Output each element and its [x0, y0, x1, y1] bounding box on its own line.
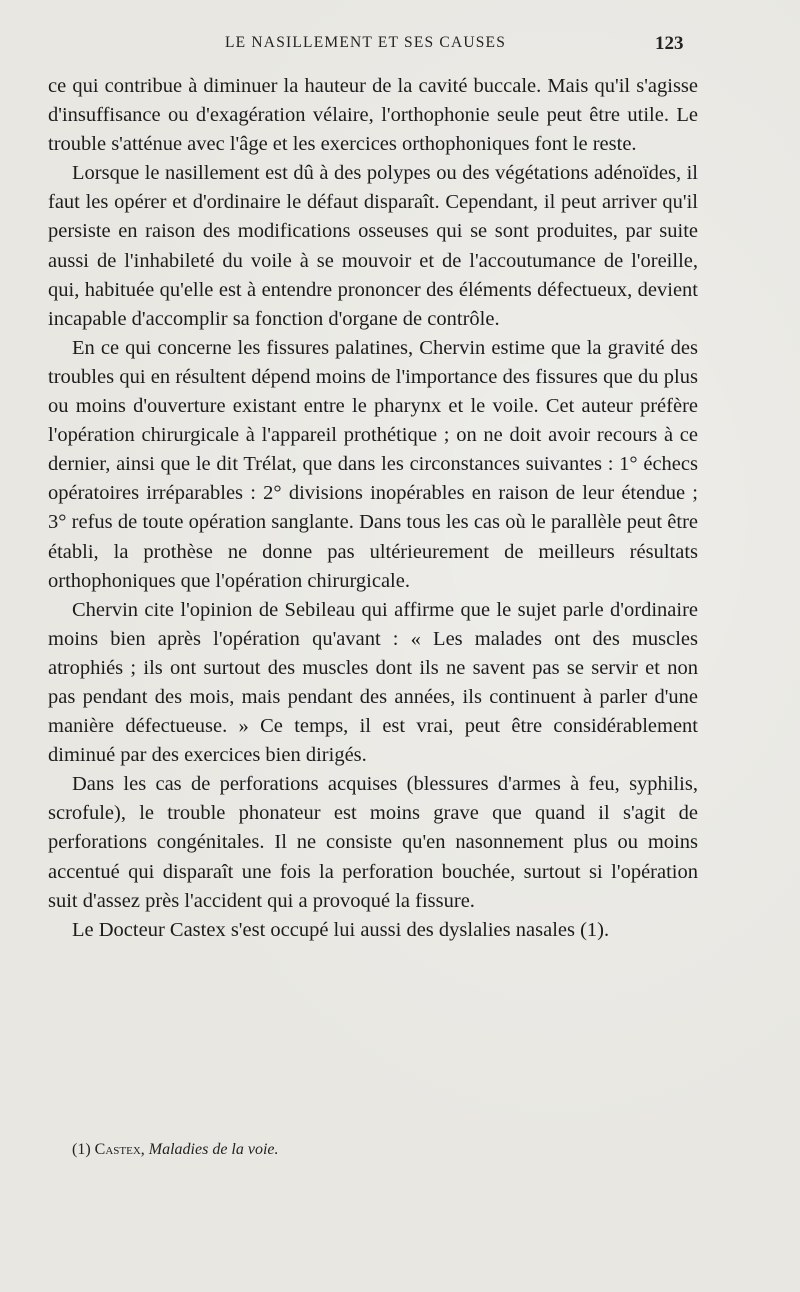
running-head: LE NASILLEMENT ET SES CAUSES — [225, 34, 507, 51]
footnote — [72, 1141, 279, 1159]
page-number: 123 — [655, 33, 684, 54]
paragraph-continuation: ce qui contribue à diminuer la hauteur de la cavité buccale. Mais qu'il s'agisse d'insuffisance ou d'exagération vélaire, l'orthophonie seule peut être utile. Le trouble s'atténue avec l'âge et les exercices orthophoniques font le reste. — [48, 75, 698, 156]
footnote-author: Castex, — [94, 1141, 145, 1158]
paragraph-fissures-palatines: En ce qui concerne les fissures palatines, Chervin estime que la gravité des troubles qui en résultent dépend moins de l'importance des fissures que du plus ou moins d'ouverture existant entre le pharynx et le voile. Cet auteur préfère l'opération chirurgicale à l'appareil prothétique ; on ne doit avoir recours à ce dernier, ainsi que le dit Trélat, que dans les circonstances suivantes : 1° échecs opératoires irréparables : 2° divisions inopérables en raison de leur étendue ; 3° refus de toute opération sanglante. Dans tous les cas où le parallèle peut être établi, la prothèse ne donne pas ultérieurement de meilleurs résultats orthophoniques que l'opération chirurgicale. — [48, 336, 698, 592]
paragraph-polypes: Lorsque le nasillement est dû à des polypes ou des végétations adénoïdes, il faut les opérer et d'ordinaire le défaut disparaît. Cependant, il peut arriver qu'il persiste en raison des modifications osseuses qui se sont produites, par suite aussi de l'inhabileté du voile à se mouvoir et de l'accoutumance de l'oreille, qui, habituée qu'elle est à entendre prononcer des éléments défectueux, devient incapable d'accomplir sa fonction d'organe de contrôle. — [48, 162, 698, 330]
body-text — [48, 72, 698, 945]
paragraph-castex: Le Docteur Castex s'est occupé lui aussi des dyslalies nasales (1). — [72, 918, 610, 941]
paragraph-perforations: Dans les cas de perforations acquises (blessures d'armes à feu, syphilis, scrofule), le trouble phonateur est moins grave que quand il s'agit de perforations congénitales. Il ne consiste qu'en nasonnement plus ou moins accentué qui disparaît une fois la perforation bouchée, surtout si l'opération suit d'assez près l'accident qui a provoqué la fissure. — [48, 773, 698, 912]
paragraph-sebileau: Chervin cite l'opinion de Sebileau qui affirme que le sujet parle d'ordinaire moins bien après l'opération qu'avant : « Les malades ont des muscles atrophiés ; ils ont surtout des muscles dont ils ne savent pas se servir et non pas pendant des mois, mais pendant des années, ils continuent à parler d'une manière défectueuse. » Ce temps, il est vrai, peut être considérablement diminué par des exercices bien dirigés. — [48, 598, 698, 767]
footnote-marker: (1) — [72, 1141, 91, 1158]
footnote-title: Maladies de la voie. — [148, 1141, 279, 1158]
